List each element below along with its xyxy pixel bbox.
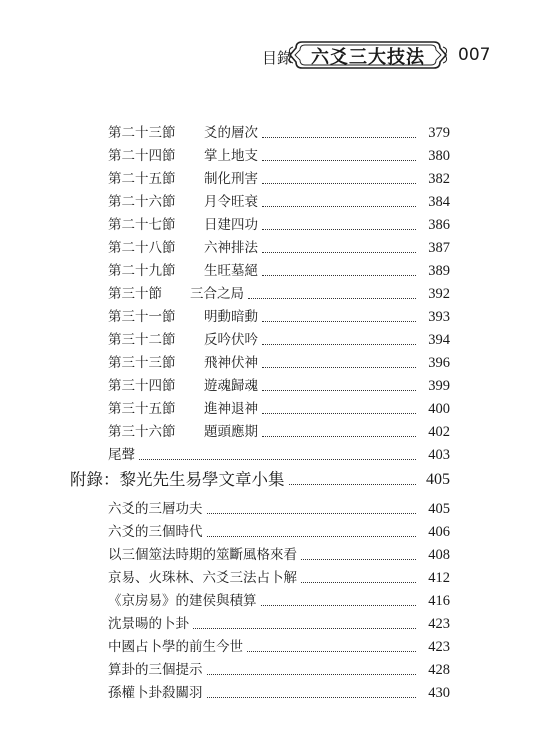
section-number: 第三十二節 [108,332,176,348]
dot-leader [262,390,416,391]
dot-leader [262,206,416,207]
toc-article-entry[interactable] [108,682,450,704]
article-title: 中國占卜學的前生今世 [108,639,243,655]
toc-entry-epilogue[interactable] [108,444,450,466]
dot-leader [262,436,416,437]
section-number: 第二十八節 [108,240,176,256]
toc-appendix-entry[interactable] [70,469,450,491]
dot-leader [262,367,416,368]
toc-entry[interactable] [108,306,450,328]
toc-entry[interactable] [108,398,450,420]
entry-page: 394 [428,332,450,348]
toc-entry[interactable] [108,283,450,305]
section-number: 第三十四節 [108,378,176,394]
section-title: 遊魂歸魂 [204,378,258,394]
entry-page: 403 [428,447,450,463]
entry-page: 399 [428,378,450,394]
article-title: 京易、火珠林、六爻三法占卜解 [108,570,297,586]
toc-entry[interactable] [108,352,450,374]
section-title: 生旺墓絕 [204,263,258,279]
section-number: 第二十九節 [108,263,176,279]
dot-leader [207,697,417,698]
article-title: 六爻的三個時代 [108,524,203,540]
toc-article-entry[interactable] [108,590,450,612]
dot-leader [261,605,417,606]
dot-leader [139,459,416,460]
toc-entry[interactable] [108,122,450,144]
section-title: 進神退神 [204,401,258,417]
dot-leader [207,674,417,675]
entry-page: 392 [428,286,450,302]
section-title: 反吟伏吟 [204,332,258,348]
section-title: 三合之局 [190,286,244,302]
toc-entry[interactable] [108,168,450,190]
dot-leader [248,298,416,299]
toc-entry[interactable] [108,214,450,236]
entry-page: 430 [428,685,450,701]
book-title: 六爻三大技法 [311,47,425,68]
entry-page: 380 [428,148,450,164]
toc-entry[interactable] [108,375,450,397]
dot-leader [301,582,416,583]
dot-leader [262,137,416,138]
entry-page: 408 [428,547,450,563]
toc-article-entry[interactable] [108,613,450,635]
entry-page: 405 [428,501,450,517]
section-number: 第三十三節 [108,355,176,371]
toc-article-entry[interactable] [108,659,450,681]
entry-page: 423 [428,639,450,655]
article-title: 孫權卜卦殺關羽 [108,685,203,701]
dot-leader [207,513,417,514]
toc-article-entry[interactable] [108,636,450,658]
section-title: 日建四功 [204,217,258,233]
toc-article-entry[interactable] [108,544,450,566]
dot-leader [262,252,416,253]
dot-leader [262,275,416,276]
page-header [0,36,535,76]
toc-article-entry[interactable] [108,498,450,520]
dot-leader [289,484,417,485]
dot-leader [247,651,416,652]
header-section: 目錄 [262,49,293,67]
section-title: 飛神伏神 [204,355,258,371]
entry-page: 412 [428,570,450,586]
dot-leader [262,321,416,322]
section-title: 六神排法 [204,240,258,256]
section-number: 第三十一節 [108,309,176,325]
section-number: 第二十五節 [108,171,176,187]
section-number: 第三十六節 [108,424,176,440]
toc-entry[interactable] [108,237,450,259]
section-number: 第二十七節 [108,217,176,233]
entry-page: 405 [426,471,450,488]
entry-page: 384 [428,194,450,210]
entry-page: 428 [428,662,450,678]
section-title: 制化刑害 [204,171,258,187]
section-number: 第二十六節 [108,194,176,210]
entry-page: 423 [428,616,450,632]
dot-leader [207,536,417,537]
entry-page: 416 [428,593,450,609]
dot-leader [262,413,416,414]
article-title: 沈景暘的卜卦 [108,616,189,632]
entry-page: 400 [428,401,450,417]
section-title: 爻的層次 [204,125,258,141]
toc-entry[interactable] [108,191,450,213]
section-title: 明動暗動 [204,309,258,325]
appendix-title: 附錄：黎光先生易學文章小集 [70,470,285,489]
dot-leader [262,160,416,161]
section-number: 第三十節 [108,286,162,302]
entry-page: 406 [428,524,450,540]
section-title: 題頭應期 [204,424,258,440]
toc-article-entry[interactable] [108,521,450,543]
dot-leader [301,559,416,560]
entry-page: 389 [428,263,450,279]
dot-leader [193,628,416,629]
entry-page: 386 [428,217,450,233]
section-number: 第二十三節 [108,125,176,141]
dot-leader [262,229,416,230]
toc-entry[interactable] [108,329,450,351]
page-number: 007 [458,45,491,65]
toc-entry[interactable] [108,421,450,443]
section-number: 第三十五節 [108,401,176,417]
article-title: 以三個筮法時期的筮斷風格來看 [108,547,297,563]
header-title-frame [288,40,448,70]
toc-entry[interactable] [108,145,450,167]
entry-page: 402 [428,424,450,440]
dot-leader [262,183,416,184]
entry-page: 393 [428,309,450,325]
section-number: 第二十四節 [108,148,176,164]
entry-page: 379 [428,125,450,141]
entry-page: 396 [428,355,450,371]
toc-entry[interactable] [108,260,450,282]
article-title: 《京房易》的建侯與積算 [108,593,257,609]
section-number: 尾聲 [108,447,135,463]
entry-page: 382 [428,171,450,187]
section-title: 掌上地支 [204,148,258,164]
entry-page: 387 [428,240,450,256]
toc-article-entry[interactable] [108,567,450,589]
article-title: 六爻的三層功夫 [108,501,203,517]
article-title: 算卦的三個提示 [108,662,203,678]
dot-leader [262,344,416,345]
section-title: 月令旺衰 [204,194,258,210]
